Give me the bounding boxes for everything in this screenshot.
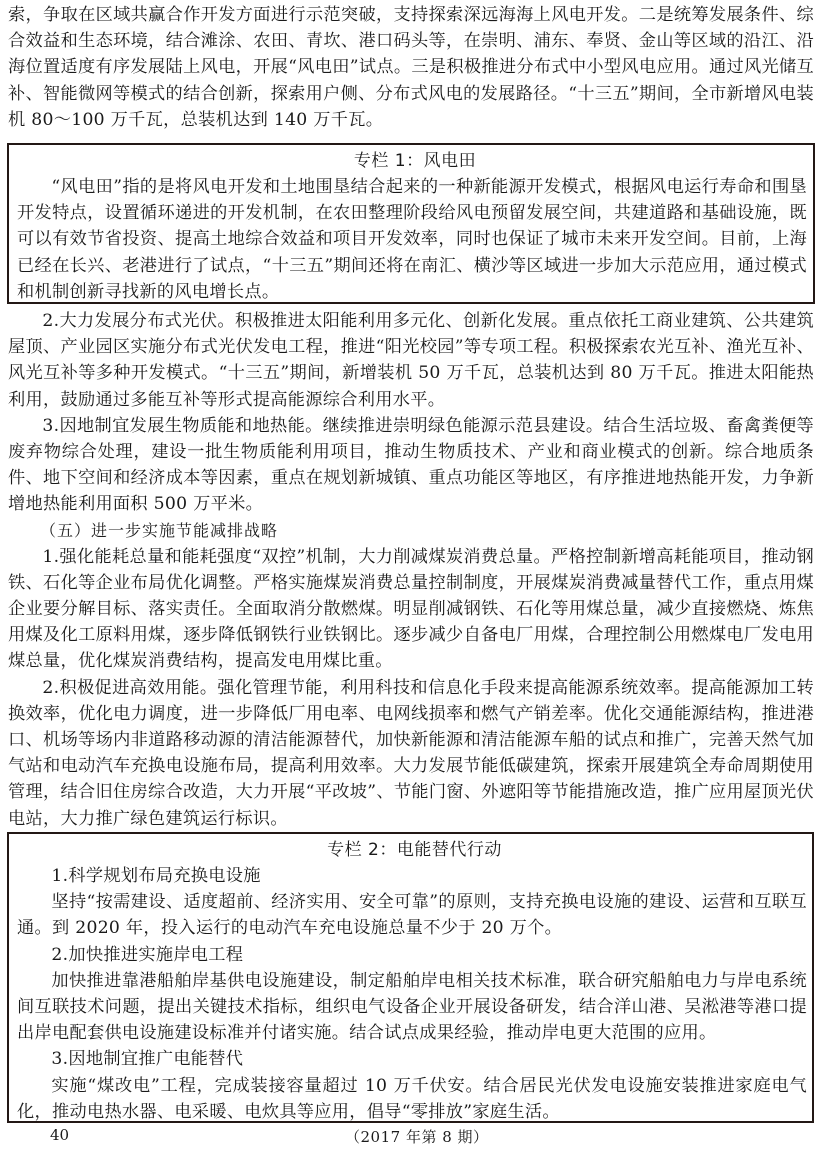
box-item-text: 加快推进靠港船舶岸基供电设施建设，制定船舶岸电相关技术标准，联合研究船舶电力与岸电系统间互联技术问题，提出关键技术指标，组织电气设备企业开展设备研发，结合洋山港、吴淞港等港口提出岸电配套供电设施建设标准并付诸实施。结合试点成果经验，推动岸电更大范围的应用。: [17, 970, 807, 1044]
body-paragraph: 索，争取在区域共赢合作开发方面进行示范突破，支持探索深远海海上风电开发。二是统筹发展条件、综合效益和生态环境，结合滩涂、农田、青坎、港口码头等，在崇明、浦东、奉贤、金山等区域的沿江、沿海位置适度有序发展陆上风电，开展“风电田”试点。三是积极推进分布式中小型风电应用。通过风光储互补、智能微网等模式的结合创新，探索用户侧、分布式风电的发展路径。“十三五”期间，全市新增风电装机 80～100 万千瓦，总装机达到 140 万千瓦。: [8, 5, 814, 130]
body-paragraph: 3.因地制宜发展生物质能和地热能。继续推进崇明绿色能源示范县建设。结合生活垃圾、畜禽粪便等废弃物综合处理，建设一批生物质能利用项目，推动生物质技术、产业和商业模式的创新。综合地质条件、地下空间和经济成本等因素，重点在规划新城镇、重点功能区等地区，有序推进地热能开发，力争新增地热能利用面积 500 万平米。: [8, 415, 814, 515]
body-paragraph: 2.大力发展分布式光伏。积极推进太阳能利用多元化、创新化发展。重点依托工商业建筑、公共建筑屋顶、产业园区实施分布式光伏发电工程，推进“阳光校园”等专项工程。积极探索农光互补、渔光互补、风光互补等多种开发模式。“十三五”期间，新增装机 50 万千瓦，总装机达到 80 万千瓦。推进太阳能热利用，鼓励通过多能互补等形式提高能源综合利用水平。: [8, 311, 814, 410]
sidebar-box-electric-substitution: [7, 832, 814, 1123]
box-paragraph: “风电田”指的是将风电开发和土地围垦结合起来的一种新能源开发模式，根据风电运行寿命和围垦开发特点，设置循环递进的开发机制，在农田整理阶段给风电预留发展空间，共建道路和基础设施，既可以有效节省投资、提高土地综合效益和项目开发效率，同时也保证了城市未来开发空间。目前，上海已经在长兴、老港进行了试点，“十三五”期间还将在南汇、横沙等区域进一步加大示范应用，通过模式和机制创新寻找新的风电增长点。: [17, 177, 807, 302]
issue-label: （2017 年第 8 期）: [345, 1128, 489, 1146]
box-item-heading: 1.科学规划布局充换电设施: [51, 866, 261, 886]
body-paragraph: 2.积极促进高效用能。强化管理节能，利用科技和信息化手段来提高能源系统效率。提高能源加工转换效率，优化电力调度，进一步降低厂用电率、电网线损率和燃气产销差率。优化交通能源结构，推进港口、机场等场内非道路移动源的清洁能源替代，加快新能源和清洁能源车船的试点和推广，完善天然气加气站和电动汽车充换电设施布局，提高利用效率。大力发展节能低碳建筑，探索开展建筑全寿命周期使用管理，结合旧住房综合改造，大力开展“平改坡”、节能门窗、外遮阳等节能措施改造，推广应用屋顶光伏电站，大力推广绿色建筑运行标识。: [8, 677, 814, 829]
top-continuation: [8, 2, 814, 133]
box-item-heading: 3.因地制宜推广电能替代: [51, 1049, 244, 1070]
section-heading: （五）进一步实施节能减排战略: [40, 520, 279, 540]
body-paragraph: 1.强化能耗总量和能耗强度“双控”机制，大力削减煤炭消费总量。严格控制新增高耗能项目，推动钢铁、石化等企业布局优化调整。严格实施煤炭消费总量控制制度，开展煤炭消费减量替代工作，重点用煤企业要分解目标、落实责任。全面取消分散燃煤。明显削减钢铁、石化等用煤总量，减少直接燃烧、炼焦用煤及化工原料用煤，逐步降低钢铁行业铁钢比。逐步减少自备电厂用煤，合理控制公用燃煤电厂发电用煤总量，优化煤炭消费结构，提高发电用煤比重。: [8, 546, 814, 672]
box-item-text: 坚持“按需建设、适度超前、经济实用、安全可靠”的原则，支持充换电设施的建设、运营和互联互通。到 2020 年，投入运行的电动汽车充电设施总量不少于 20 万个。: [17, 892, 807, 939]
box-title: 专栏 2：电能替代行动: [327, 840, 502, 860]
main-body: [8, 308, 814, 832]
box-title: 专栏 1：风电田: [353, 151, 477, 171]
sidebar-box-wind-field: [7, 143, 815, 304]
page-number: 40: [50, 1126, 70, 1144]
box-item-heading: 2.加快推进实施岸电工程: [51, 944, 244, 965]
box-item-text: 实施“煤改电”工程，完成装接容量超过 10 万千伏安。结合居民光伏发电设施安装推进家庭电气化，推动电热水器、电采暖、电炊具等应用，倡导“零排放”家庭生活。: [17, 1075, 807, 1122]
